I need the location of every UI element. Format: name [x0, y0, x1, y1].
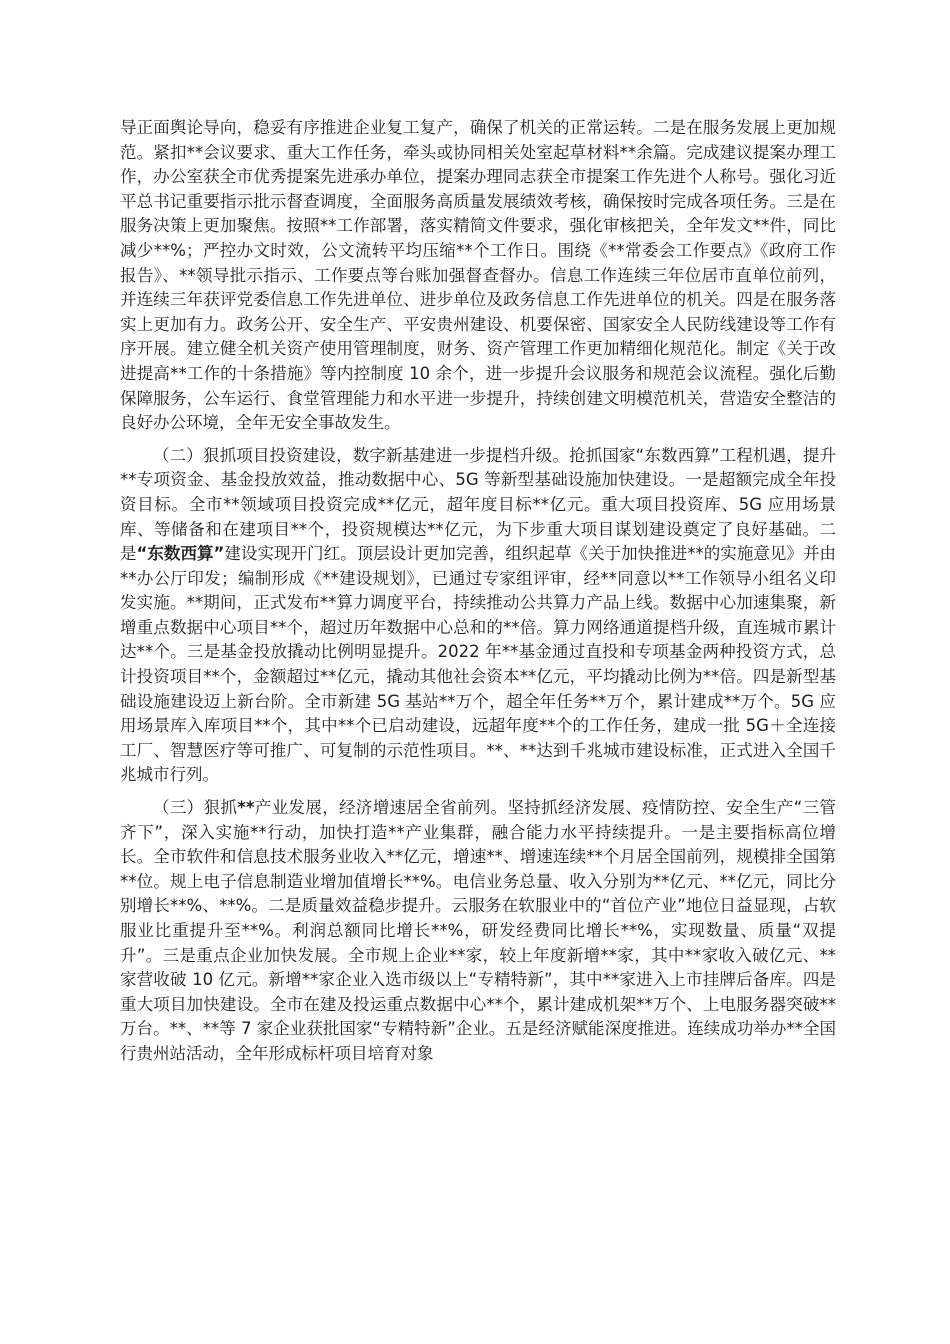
paragraph-industry-development-text-a: （三）狠抓 — [153, 798, 238, 818]
paragraph-office-services: 导正面舆论导向，稳妥有序推进企业复工复产，确保了机关的正常运转。二是在服务发展上更加规范。紧扣**会议要求、重大工作任务，牵头或协同相关处室起草材料**余篇。完成建议提案办理工作，办公室获全市优秀提案先进承办单位，提案办理同志获全市提案工作先进个人称号。强化习近平总书记重要指示批示督查调度，全面服务高质量发展绩效考核，确保按时完成各项任务。三是在服务决策上更加聚焦。按照**工作部署，落实精简文件要求，强化审核把关，全年发文**件，同比减少**%；严控办文时效，公文流转平均压缩**个工作日。围绕《**常委会工作要点》《政府工作报告》、**领导批示指示、工作要点等台账加强督查督办。信息工作连续三年位居市直单位前列，并连续三年获评党委信息工作先进单位、进步单位及政务信息工作先进单位的机关。四是在服务落实上更加有力。政务公开、安全生产、平安贵州建设、机要保密、国家安全人民防线建设等工作有序开展。建立健全机关资产使用管理制度，财务、资产管理工作更加精细化规范化。制定《关于改进提高**工作的十条措施》等内控制度 10 余个，进一步提升会议服务和规范会议流程。强化后勤保障服务，公车运行、食堂管理能力和水平进一步提升，持续创建文明模范机关，营造安全整洁的良好办公环境，全年无安全事故发生。 — [120, 118, 836, 433]
industry-placeholder-emphasis: ** — [237, 798, 255, 818]
east-data-west-compute-emphasis: “东数西算” — [136, 544, 225, 564]
document-body — [120, 116, 836, 1067]
paragraph-project-investment-text-a: （二）狠抓项目投资建设，数字新基建进一步提档升级。抢抓国家“东数西算”工程机遇，提升**专项资金、基金投放效益，推动数据中心、5G 等新型基础设施加快建设。一是超额完成全年投资目标。全市**领域项目投资完成**亿元，超年度目标**亿元。重大项目投资库、5G 应用场景库、等储备和在建项目**个，投资规模达**亿元，为下步重大项目谋划建设奠定了良好基础。二是 — [120, 445, 836, 564]
paragraph-industry-development — [120, 796, 836, 1067]
paragraph-industry-development-text-b: 产业发展，经济增速居全省前列。坚持抓经济发展、疫情防控、安全生产“三管齐下”，深入实施**行动，加快打造**产业集群，融合能力水平持续提升。一是主要指标高位增长。全市软件和信息技术服务业收入**亿元，增速**、增速连续**个月居全国前列，规模排全国第**位。规上电子信息制造业增加值增长**%。电信业务总量、收入分别为**亿元、**亿元，同比分别增长**%、**%。二是质量效益稳步提升。云服务在软服业中的“首位产业”地位日益显现，占软服业比重提升至**%。利润总额同比增长**%，研发经费同比增长**%，实现数量、质量“双提升”。三是重点企业加快发展。全市规上企业**家，较上年度新增**家，其中**家收入破亿元、**家营收破 10 亿元。新增**家企业入选市级以上“专精特新”，其中**家进入上市挂牌后备库。四是重大项目加快建设。全市在建及投运重点数据中心**个，累计建成机架**万个、上电服务器突破**万台。**、**等 7 家企业获批国家“专精特新”企业。五是经济赋能深度推进。连续成功举办**全国行贵州站活动，全年形成标杆项目培育对象 — [120, 798, 836, 1063]
paragraph-project-investment — [120, 444, 836, 788]
paragraph-project-investment-text-b: 建设实现开门红。顶层设计更加完善，组织起草《关于加快推进**的实施意见》并由**办公厅印发；编制形成《**建设规划》，已通过专家组评审，经**同意以**工作领导小组名义印发实施。**期间，正式发布**算力调度平台，持续推动公共算力产品上线。数据中心加速集聚，新增重点数据中心项目**个，超过历年数据中心总和的**倍。算力网络通道提档升级，直连城市累计达**个。三是基金投放撬动比例明显提升。2022 年**基金通过直投和专项基金两种投资方式，总计投资项目**个，金额超过**亿元，撬动其他社会资本**亿元，平均撬动比例为**倍。四是新型基础设施建设迈上新台阶。全市新建 5G 基站**万个，超全年任务**万个，累计建成**万个。5G 应用场景库入库项目**个，其中**个已启动建设，远超年度**个的工作任务，建成一批 5G＋全连接工厂、智慧医疗等可推广、可复制的示范性项目。**、**达到千兆城市建设标准，正式进入全国千兆城市行列。 — [120, 544, 836, 785]
